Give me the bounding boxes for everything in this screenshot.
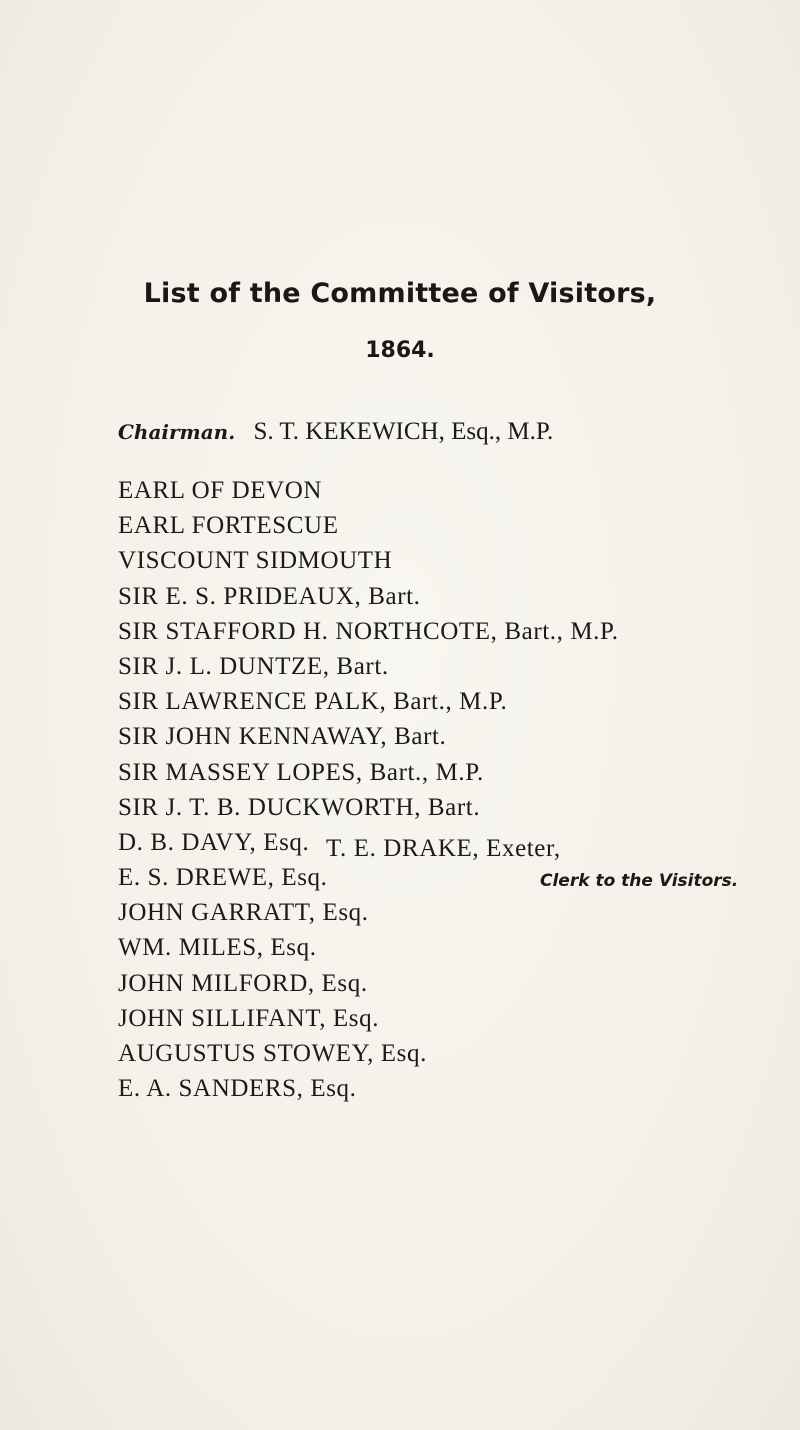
- list-item: SIR E. S. PRIDEAUX, Bart.: [118, 582, 421, 610]
- list-item: VISCOUNT SIDMOUTH: [118, 547, 393, 575]
- list-item: AUGUSTUS STOWEY, Esq.: [118, 1040, 427, 1067]
- list-item: E. A. SANDERS, Esq.: [118, 1075, 357, 1103]
- list-item: EARL FORTESCUE: [118, 512, 339, 540]
- list-item: JOHN MILFORD, Esq.: [118, 969, 368, 997]
- list-item: SIR JOHN KENNAWAY, Bart.: [118, 723, 447, 751]
- list-item: SIR LAWRENCE PALK, Bart., M.P.: [118, 688, 508, 716]
- list-item: D. B. DAVY, Esq.: [118, 828, 310, 856]
- member-list: [118, 473, 619, 1106]
- list-item: JOHN SILLIFANT, Esq.: [118, 1004, 380, 1032]
- document-title: List of the Committee of Visitors,: [143, 278, 657, 309]
- list-item: E. S. DREWE, Esq.: [118, 864, 328, 892]
- list-item: SIR J. L. DUNTZE, Bart.: [118, 652, 389, 680]
- list-item: SIR MASSEY LOPES, Bart., M.P.: [118, 758, 484, 786]
- list-item: SIR J. T. B. DUCKWORTH, Bart.: [118, 793, 481, 821]
- list-item: WM. MILES, Esq.: [118, 934, 317, 962]
- chairman-label: Chairman.: [118, 420, 236, 444]
- document-year: 1864.: [365, 338, 435, 363]
- list-item: JOHN GARRATT, Esq.: [118, 899, 369, 927]
- list-item: EARL OF DEVON: [118, 477, 323, 504]
- list-item: SIR STAFFORD H. NORTHCOTE, Bart., M.P.: [118, 617, 619, 645]
- clerk-role: Clerk to the Visitors.: [540, 871, 739, 891]
- chairman-name: S. T. KEKEWICH, Esq., M.P.: [253, 418, 554, 445]
- chairman-line: [118, 418, 553, 446]
- clerk-name: T. E. DRAKE, Exeter,: [326, 835, 561, 862]
